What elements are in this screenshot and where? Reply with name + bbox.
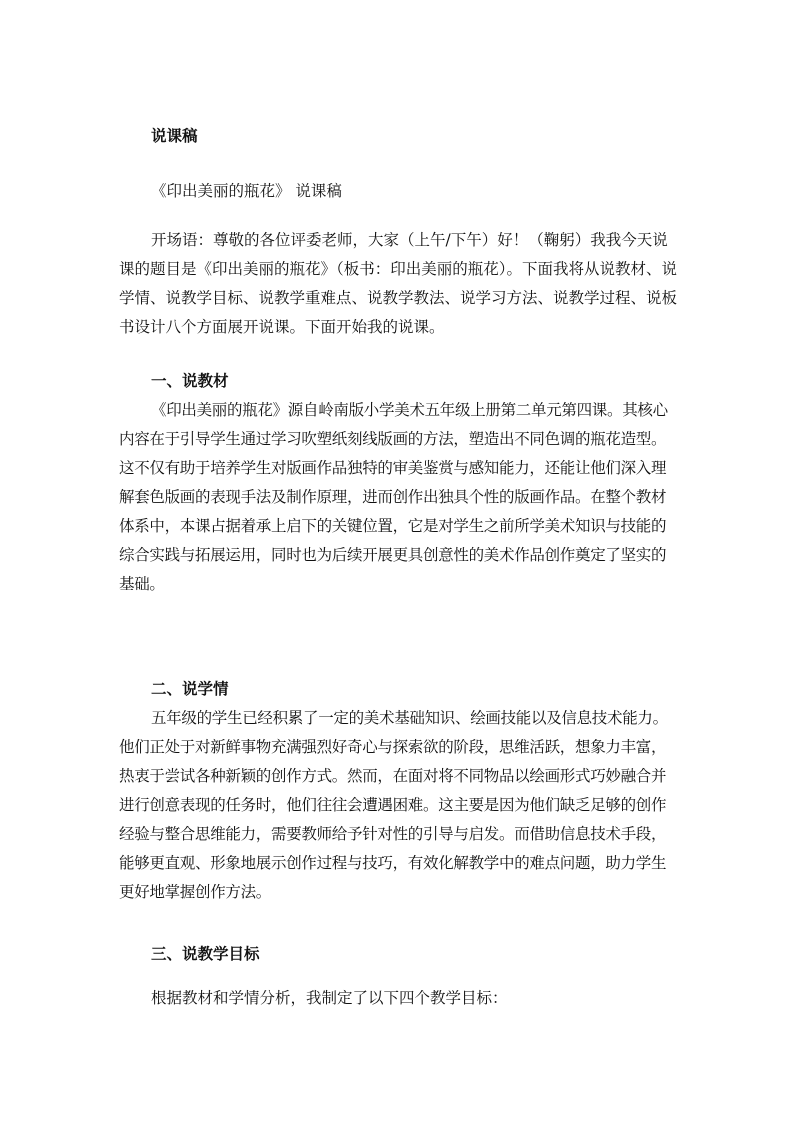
opening-paragraph: 开场语：尊敬的各位评委老师，大家（上午/下午）好！（鞠躬）我我今天说课的题目是《印出美丽的瓶花》（板书：印出美丽的瓶花）。下面我将从说教材、说学情、说教学目标、说教学重难点、说教学教法、说学习方法、说教学过程、说板书设计八个方面展开说课。下面开始我的说课。 [119, 231, 678, 336]
section-body-textbook: 《印出美丽的瓶花》源自岭南版小学美术五年级上册第二单元第四课。其核心内容在于引导学生通过学习吹塑纸刻线版画的方法，塑造出不同色调的瓶花造型。这不仅有助于培养学生对版画作品独特的审美鉴赏与感知能力，还能让他们深入理解套色版画的表现手法及制作原理，进而创作出独具个性的版画作品。在整个教材体系中，本课占据着承上启下的关键位置，它是对学生之前所学美术知识与技能的综合实践与拓展运用，同时也为后续开展更具创意性的美术作品创作奠定了坚实的基础。 [119, 401, 668, 593]
section-heading-objectives: 三、说教学目标 [151, 944, 260, 963]
document-subtitle: 《印出美丽的瓶花》 说课稿 [151, 182, 342, 200]
section-body-objectives: 根据教材和学情分析，我制定了以下四个教学目标： [151, 989, 508, 1007]
section-heading-students: 二、说学情 [151, 679, 229, 698]
section-heading-textbook: 一、说教材 [151, 371, 229, 390]
section-body-students: 五年级的学生已经积累了一定的美术基础知识、绘画技能以及信息技术能力。他们正处于对新鲜事物充满强烈好奇心与探索欲的阶段，思维活跃，想象力丰富，热衷于尝试各种新颖的创作方式。然而，在面对将不同物品以绘画形式巧妙融合并进行创意表现的任务时，他们往往会遭遇困难。这主要是因为他们缺乏足够的创作经验与整合思维能力，需要教师给予针对性的引导与启发。而借助信息技术手段，能够更直观、形象地展示创作过程与技巧，有效化解教学中的难点问题，助力学生更好地掌握创作方法。 [119, 709, 668, 901]
document-title: 说课稿 [151, 126, 198, 145]
